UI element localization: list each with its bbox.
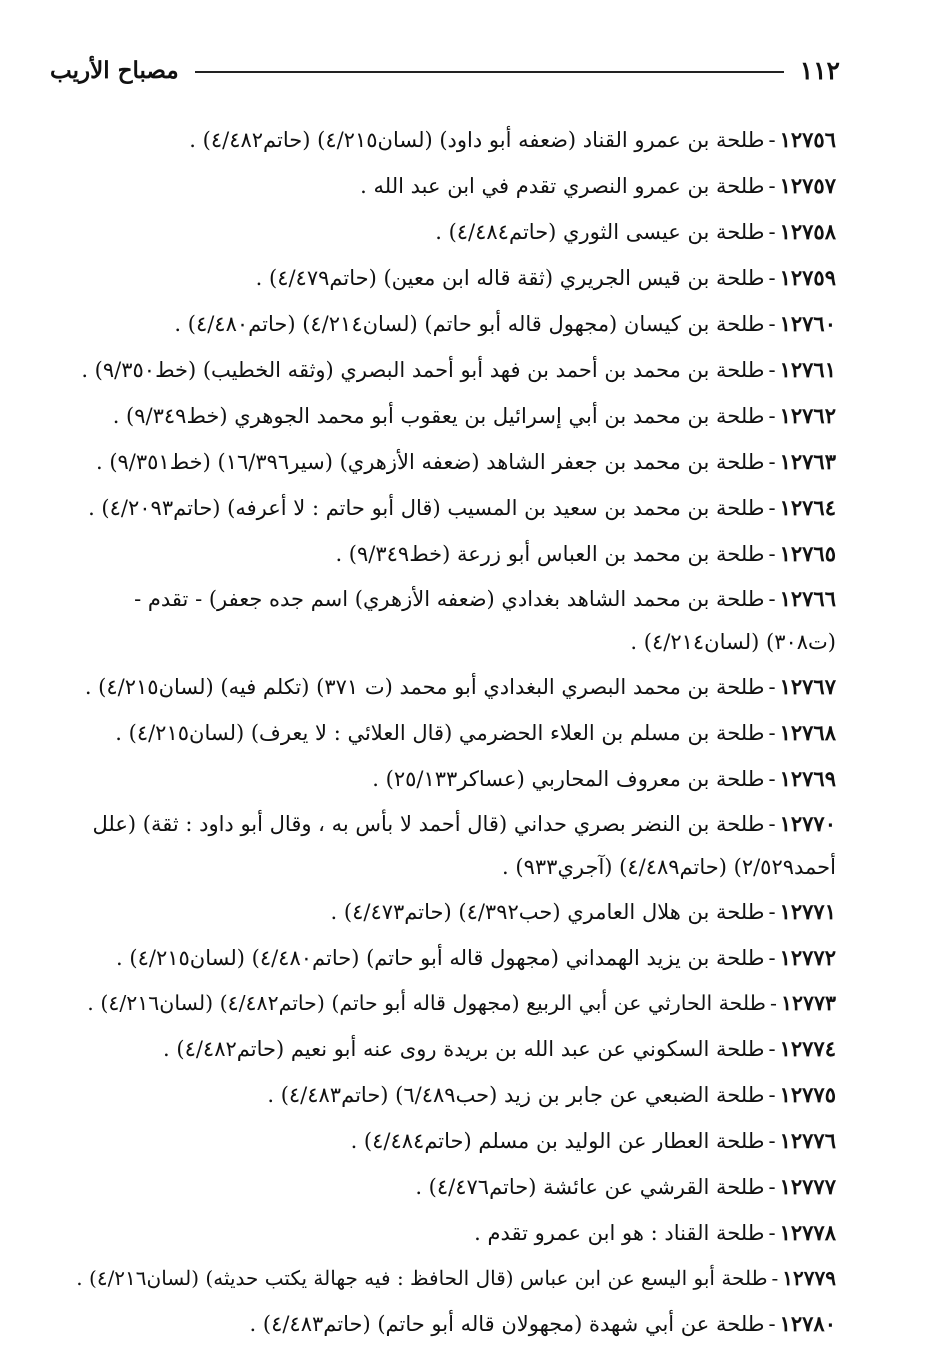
list-item [74, 301, 836, 347]
book-title: مصباح الأريب [50, 56, 179, 84]
entry-text: طلحة السكوني عن عبد الله بن بريدة روى عنه أبو نعيم (حاتم٤/٤٨٢) . [163, 1037, 765, 1061]
entry-text: طلحة بن محمد بن العباس أبو زرعة (خط٩/٣٤٩) . [335, 542, 765, 566]
entry-dash: - [768, 1175, 776, 1199]
entry-dash: - [768, 812, 776, 836]
entry-text: طلحة عن أبي شهدة (مجهولان قاله أبو حاتم) (حاتم٤/٤٨٣) . [249, 1312, 765, 1336]
entry-text: طلحة بن هلال العامري (حب٤/٣٩٢) (حاتم٤/٤٧٣) . [330, 900, 765, 924]
entry-dash: - [768, 767, 776, 791]
list-item [74, 1026, 836, 1072]
list-item [74, 756, 836, 802]
entry-dash: - [768, 450, 776, 474]
entry-text: طلحة الحارثي عن أبي الربيع (مجهول قاله أبو حاتم) (حاتم٤/٤٨٢) (لسان٤/٢١٦) . [87, 991, 766, 1015]
list-item [74, 163, 836, 209]
entry-text: طلحة بن محمد بن جعفر الشاهد (ضعفه الأزهري) (سير١٦/٣٩٦) (خط٩/٣٥١) . [95, 450, 765, 474]
entry-number: ١٢٧٦٠ [779, 311, 836, 336]
entry-dash: - [768, 587, 776, 611]
entry-text: طلحة بن محمد بن سعيد بن المسيب (قال أبو حاتم : لا أعرفه) (حاتم٤/٢٠٩٣) . [88, 496, 765, 520]
entry-dash: - [768, 496, 776, 520]
entry-number: ١٢٧٥٩ [779, 265, 836, 290]
entry-number: ١٢٧٧٣ [780, 991, 836, 1015]
entry-dash: - [768, 946, 776, 970]
entry-dash: - [768, 358, 776, 382]
entry-dash: - [768, 1221, 776, 1245]
list-item [74, 255, 836, 301]
entry-number: ١٢٧٦٩ [779, 766, 836, 791]
list-item [74, 209, 836, 255]
header-rule [195, 71, 784, 73]
entry-dash: - [768, 312, 776, 336]
entry-list [74, 117, 836, 1347]
entry-text: طلحة بن النضر بصري حداني (قال أحمد لا بأس به ، وقال أبو داود : ثقة) (علل أحمد٢/٥٢٩) (حاتم٤/٤٨٩) (آجري٩٣٣) . [92, 812, 836, 879]
entry-text: طلحة القرشي عن عائشة (حاتم٤/٤٧٦) . [415, 1175, 765, 1199]
list-item [74, 710, 836, 756]
entry-number: ١٢٧٦٦ [779, 586, 836, 611]
entry-number: ١٢٧٦٤ [779, 495, 836, 520]
entry-dash: - [768, 1129, 776, 1153]
entry-dash: - [768, 900, 776, 924]
list-item [74, 664, 836, 710]
entry-dash: - [768, 542, 776, 566]
entry-dash: - [768, 220, 776, 244]
entry-number: ١٢٧٦٧ [779, 674, 836, 699]
entry-number: ١٢٧٥٦ [779, 127, 836, 152]
entry-number: ١٢٧٦٢ [779, 403, 836, 428]
entry-text: طلحة العطار عن الوليد بن مسلم (حاتم٤/٤٨٤) . [350, 1129, 765, 1153]
list-item [74, 485, 836, 531]
list-item [74, 1210, 836, 1256]
list-item [74, 935, 836, 981]
entry-text: طلحة بن محمد بن أحمد بن فهد أبو أحمد البصري (وثقه الخطيب) (خط٩/٣٥٠) . [81, 358, 765, 382]
entry-text: طلحة بن معروف المحاربي (عساكر٢٥/١٣٣) . [372, 767, 765, 791]
list-item [74, 439, 836, 485]
list-item [74, 1301, 836, 1347]
entry-number: ١٢٧٧٤ [779, 1036, 836, 1061]
list-item [74, 802, 836, 889]
entry-dash: - [768, 1083, 776, 1107]
entry-dash: - [768, 404, 776, 428]
entry-number: ١٢٧٨٠ [779, 1311, 836, 1336]
entry-number: ١٢٧٦٥ [779, 541, 836, 566]
entry-text: طلحة بن محمد بن أبي إسرائيل بن يعقوب أبو محمد الجوهري (خط٩/٣٤٩) . [112, 404, 765, 428]
entry-number: ١٢٧٧٦ [779, 1128, 836, 1153]
entry-dash: - [768, 266, 776, 290]
entry-dash: - [771, 1266, 779, 1290]
list-item [74, 1256, 836, 1301]
list-item [74, 347, 836, 393]
entry-dash: - [770, 991, 777, 1015]
entry-text: طلحة بن كيسان (مجهول قاله أبو حاتم) (لسان٤/٢١٤) (حاتم٤/٤٨٠) . [174, 312, 765, 336]
list-item [74, 393, 836, 439]
entry-number: ١٢٧٧٧ [779, 1174, 836, 1199]
list-item [74, 1072, 836, 1118]
entry-number: ١٢٧٦٣ [779, 449, 836, 474]
list-item [74, 117, 836, 163]
list-item [74, 981, 836, 1026]
entry-number: ١٢٧٧٩ [782, 1266, 836, 1290]
entry-dash: - [768, 721, 776, 745]
list-item [74, 577, 836, 664]
list-item [74, 1164, 836, 1210]
entry-dash: - [768, 675, 776, 699]
entry-number: ١٢٧٦١ [779, 357, 836, 382]
page-header [50, 50, 840, 90]
entry-number: ١٢٧٥٧ [779, 173, 836, 198]
entry-number: ١٢٧٥٨ [779, 219, 836, 244]
entry-text: طلحة الضبعي عن جابر بن زيد (حب٦/٤٨٩) (حاتم٤/٤٨٣) . [267, 1083, 765, 1107]
entry-dash: - [768, 174, 776, 198]
list-item [74, 889, 836, 935]
entry-text: طلحة القناد : هو ابن عمرو تقدم . [474, 1221, 765, 1245]
entry-dash: - [768, 1037, 776, 1061]
entry-dash: - [768, 1312, 776, 1336]
entry-text: طلحة بن مسلم بن العلاء الحضرمي (قال العلائي : لا يعرف) (لسان٤/٢١٥) . [115, 721, 765, 745]
entry-text: طلحة بن عمرو القناد (ضعفه أبو داود) (لسان٤/٢١٥) (حاتم٤/٤٨٢) . [189, 128, 765, 152]
list-item [74, 1118, 836, 1164]
entry-text: طلحة أبو اليسع عن ابن عباس (قال الحافظ : فيه جهالة يكتب حديثه) (لسان٤/٢١٦) . [76, 1266, 768, 1290]
page-number: ١١٢ [799, 55, 840, 85]
entry-text: طلحة بن يزيد الهمداني (مجهول قاله أبو حاتم) (حاتم٤/٤٨٠) (لسان٤/٢١٥) . [116, 946, 765, 970]
entry-text: طلحة بن محمد الشاهد بغدادي (ضعفه الأزهري) اسم جده جعفر) - تقدم - (ت٣٠٨) (لسان٤/٢١٤) . [134, 587, 836, 654]
entry-text: طلحة بن عمرو النصري تقدم في ابن عبد الله . [360, 174, 765, 198]
entry-text: طلحة بن عيسى الثوري (حاتم٤/٤٨٤) . [435, 220, 765, 244]
entry-number: ١٢٧٧٨ [779, 1220, 836, 1245]
entry-number: ١٢٧٧٢ [779, 945, 836, 970]
entry-number: ١٢٧٧٥ [779, 1082, 836, 1107]
list-item [74, 531, 836, 577]
entry-number: ١٢٧٦٨ [779, 720, 836, 745]
entry-number: ١٢٧٧١ [779, 899, 836, 924]
entry-dash: - [768, 128, 776, 152]
entry-number: ١٢٧٧٠ [779, 811, 836, 836]
entry-text: طلحة بن قيس الجريري (ثقة قاله ابن معين) (حاتم٤/٤٧٩) . [255, 266, 765, 290]
entry-text: طلحة بن محمد البصري البغدادي أبو محمد (ت ٣٧١) (تكلم فيه) (لسان٤/٢١٥) . [84, 675, 765, 699]
